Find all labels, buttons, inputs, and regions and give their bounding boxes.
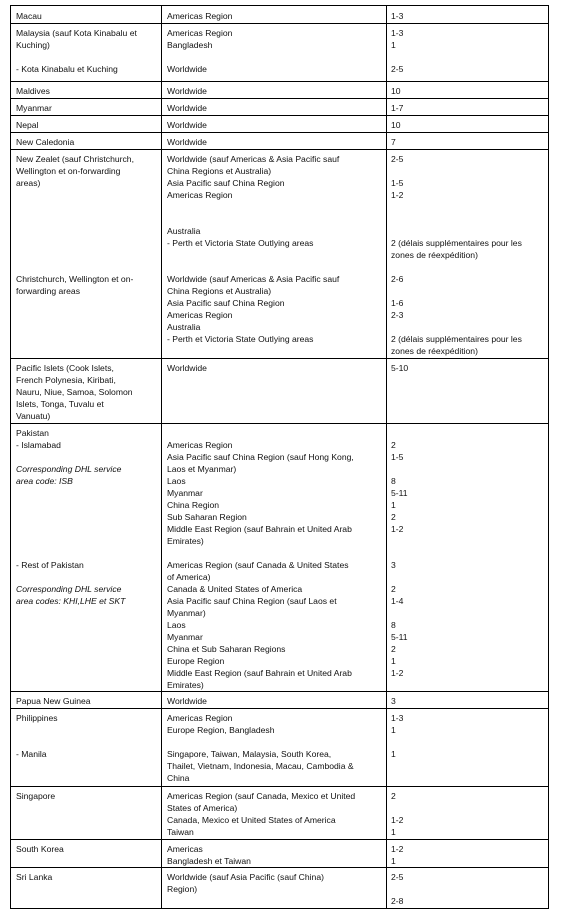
- transit-days-text: 1: [391, 725, 396, 735]
- destination-text: Kuching): [16, 40, 50, 50]
- transit-days-text: 8: [391, 620, 396, 630]
- destination-cell: [10, 6, 161, 24]
- transit-days-text: 5-11: [391, 488, 408, 498]
- origin-region-text: Americas Region: [167, 11, 233, 21]
- transit-days-text: 1-3: [391, 11, 404, 21]
- transit-days-text: 2: [391, 791, 396, 801]
- destination-text: Papua New Guinea: [16, 696, 91, 706]
- origin-region-cell: [161, 116, 386, 133]
- transit-days-text: 1-3: [391, 28, 404, 38]
- transit-days-text: 2-3: [391, 310, 404, 320]
- origin-region-text: China et Sub Saharan Regions: [167, 644, 286, 654]
- transit-days-text: 3: [391, 696, 396, 706]
- origin-region-text: Emirates): [167, 680, 204, 690]
- destination-text: Philippines: [16, 713, 58, 723]
- origin-region-text: Americas Region: [167, 190, 233, 200]
- transit-days-text: 2-5: [391, 154, 404, 164]
- transit-days-text: 2 (délais supplémentaires pour les: [391, 334, 522, 344]
- origin-region-text: Americas Region: [167, 310, 233, 320]
- origin-region-text: Americas: [167, 844, 203, 854]
- destination-cell: [10, 24, 161, 82]
- origin-region-text: Bangladesh et Taiwan: [167, 856, 251, 866]
- destination-cell: [10, 709, 161, 787]
- transit-days-cell: [386, 82, 549, 99]
- destination-text: Maldives: [16, 86, 50, 96]
- transit-days-cell: [386, 787, 549, 840]
- origin-region-text: Worldwide: [167, 120, 207, 130]
- transit-days-cell: [386, 692, 549, 709]
- transit-days-text: 2 (délais supplémentaires pour les: [391, 238, 522, 248]
- origin-region-text: China Regions et Australia): [167, 286, 272, 296]
- origin-region-cell: [161, 692, 386, 709]
- transit-days-text: 3: [391, 560, 396, 570]
- transit-days-text: 1: [391, 856, 396, 866]
- origin-region-text: Worldwide: [167, 64, 207, 74]
- origin-region-text: Taiwan: [167, 827, 194, 837]
- origin-region-text: Region): [167, 884, 198, 894]
- origin-region-text: Worldwide: [167, 103, 207, 113]
- transit-days-cell: [386, 99, 549, 116]
- transit-days-text: 2: [391, 644, 396, 654]
- origin-region-cell: [161, 150, 386, 359]
- destination-text: - Kota Kinabalu et Kuching: [16, 64, 118, 74]
- destination-cell: [10, 840, 161, 868]
- table-row: [10, 115, 549, 132]
- destination-cell: [10, 787, 161, 840]
- transit-days-cell: [386, 133, 549, 150]
- origin-region-cell: [161, 868, 386, 910]
- origin-region-cell: [161, 840, 386, 868]
- transit-days-text: 1: [391, 656, 396, 666]
- origin-region-text: Asia Pacific sauf China Region: [167, 178, 285, 188]
- transit-days-text: 1-5: [391, 452, 404, 462]
- destination-text: Pacific Islets (Cook Islets,: [16, 363, 114, 373]
- table-row: [10, 786, 549, 839]
- origin-region-cell: [161, 6, 386, 24]
- transit-days-text: 1-2: [391, 668, 404, 678]
- origin-region-text: Europe Region: [167, 656, 225, 666]
- origin-region-text: Thailet, Vietnam, Indonesia, Macau, Cambodia &: [167, 761, 354, 771]
- origin-region-text: Singapore, Taiwan, Malaysia, South Korea,: [167, 749, 332, 759]
- table-row: [10, 839, 549, 867]
- transit-days-text: 1: [391, 827, 396, 837]
- destination-text: Singapore: [16, 791, 56, 801]
- origin-region-text: China: [167, 773, 190, 783]
- origin-region-text: Myanmar: [167, 488, 203, 498]
- origin-region-text: Worldwide: [167, 86, 207, 96]
- origin-region-text: Americas Region (sauf Canada & United States: [167, 560, 349, 570]
- destination-text: New Caledonia: [16, 137, 75, 147]
- origin-region-text: Europe Region, Bangladesh: [167, 725, 275, 735]
- origin-region-text: Laos: [167, 620, 186, 630]
- transit-days-text: 1-7: [391, 103, 404, 113]
- transit-days-cell: [386, 24, 549, 82]
- origin-region-text: Worldwide: [167, 137, 207, 147]
- transit-days-text: 1: [391, 40, 396, 50]
- transit-days-text: 7: [391, 137, 396, 147]
- transit-days-text: 1: [391, 749, 396, 759]
- origin-region-text: Middle East Region (sauf Bahrain et United Arab: [167, 668, 352, 678]
- origin-region-cell: [161, 787, 386, 840]
- destination-text: area codes: KHI,LHE et SKT: [16, 596, 126, 606]
- origin-region-text: Worldwide: [167, 696, 207, 706]
- transit-days-text: 1-6: [391, 298, 404, 308]
- origin-region-text: Americas Region: [167, 713, 233, 723]
- transit-days-text: 2: [391, 440, 396, 450]
- destination-cell: [10, 424, 161, 692]
- origin-region-cell: [161, 709, 386, 787]
- destination-text: French Polynesia, Kiribati,: [16, 375, 116, 385]
- origin-region-text: Asia Pacific sauf China Region: [167, 298, 285, 308]
- destination-text: Myanmar: [16, 103, 52, 113]
- transit-days-text: 2-8: [391, 896, 404, 906]
- transit-days-text: 2-5: [391, 872, 404, 882]
- transit-days-cell: [386, 424, 549, 692]
- transit-days-text: 1-3: [391, 713, 404, 723]
- destination-text: area code: ISB: [16, 476, 73, 486]
- destination-cell: [10, 116, 161, 133]
- table-row: [10, 23, 549, 81]
- origin-region-text: States of America): [167, 803, 238, 813]
- origin-region-text: Laos: [167, 476, 186, 486]
- origin-region-text: Worldwide (sauf Americas & Asia Pacific sauf: [167, 154, 340, 164]
- destination-text: Christchurch, Wellington et on-: [16, 274, 134, 284]
- table-row: [10, 98, 549, 115]
- transit-days-text: 1-4: [391, 596, 404, 606]
- destination-text: New Zealet (sauf Christchurch,: [16, 154, 134, 164]
- destination-text: forwarding areas: [16, 286, 81, 296]
- destination-text: - Manila: [16, 749, 47, 759]
- destination-text: Malaysia (sauf Kota Kinabalu et: [16, 28, 137, 38]
- transit-days-text: 1-5: [391, 178, 404, 188]
- transit-days-text: 2-5: [391, 64, 404, 74]
- origin-region-text: of America): [167, 572, 211, 582]
- destination-cell: [10, 868, 161, 910]
- transit-days-cell: [386, 709, 549, 787]
- origin-region-text: - Perth et Victoria State Outlying areas: [167, 238, 314, 248]
- transit-days-text: 8: [391, 476, 396, 486]
- transit-days-cell: [386, 868, 549, 910]
- table-row: [10, 708, 549, 786]
- destination-cell: [10, 692, 161, 709]
- origin-region-text: Myanmar): [167, 608, 206, 618]
- origin-region-text: Bangladesh: [167, 40, 213, 50]
- table-row: [10, 132, 549, 149]
- destination-text: Sri Lanka: [16, 872, 53, 882]
- table-row: [10, 5, 549, 23]
- table-row: [10, 691, 549, 708]
- origin-region-text: Worldwide (sauf Americas & Asia Pacific sauf: [167, 274, 340, 284]
- origin-region-text: Asia Pacific sauf China Region (sauf Laos et: [167, 596, 337, 606]
- transit-days-text: 1-2: [391, 190, 404, 200]
- origin-region-text: Worldwide (sauf Asia Pacific (sauf China): [167, 872, 324, 882]
- transit-days-cell: [386, 6, 549, 24]
- transit-days-text: 1-2: [391, 524, 404, 534]
- transit-days-text: 1: [391, 500, 396, 510]
- table-row: [10, 81, 549, 98]
- origin-region-cell: [161, 24, 386, 82]
- transit-days-cell: [386, 150, 549, 359]
- origin-region-cell: [161, 133, 386, 150]
- transit-days-text: 5-10: [391, 363, 409, 373]
- table-row: [10, 358, 549, 423]
- table-row: [10, 149, 549, 358]
- origin-region-cell: [161, 99, 386, 116]
- origin-region-text: Australia: [167, 322, 201, 332]
- destination-text: Wellington et on-forwarding: [16, 166, 121, 176]
- origin-region-text: Emirates): [167, 536, 204, 546]
- destination-text: - Islamabad: [16, 440, 61, 450]
- origin-region-text: Sub Saharan Region: [167, 512, 247, 522]
- destination-cell: [10, 150, 161, 359]
- destination-text: South Korea: [16, 844, 64, 854]
- destination-text: Nepal: [16, 120, 39, 130]
- transit-days-text: 5-11: [391, 632, 408, 642]
- origin-region-text: Canada & United States of America: [167, 584, 303, 594]
- origin-region-text: Asia Pacific sauf China Region (sauf Hong Kong,: [167, 452, 354, 462]
- destination-text: Vanuatu): [16, 411, 51, 421]
- origin-region-text: Canada, Mexico et United States of America: [167, 815, 336, 825]
- origin-region-text: Middle East Region (sauf Bahrain et United Arab: [167, 524, 352, 534]
- destination-cell: [10, 99, 161, 116]
- destination-text: areas): [16, 178, 41, 188]
- destination-text: Islets, Tonga, Tuvalu et: [16, 399, 104, 409]
- origin-region-text: China Region: [167, 500, 220, 510]
- destination-text: Corresponding DHL service: [16, 464, 122, 474]
- transit-days-text: 2-6: [391, 274, 404, 284]
- destination-cell: [10, 133, 161, 150]
- transit-days-text: 2: [391, 584, 396, 594]
- destination-cell: [10, 359, 161, 424]
- table-row: [10, 423, 549, 691]
- transit-days-cell: [386, 116, 549, 133]
- origin-region-cell: [161, 424, 386, 692]
- origin-region-text: Americas Region (sauf Canada, Mexico et United: [167, 791, 356, 801]
- table-row: [10, 867, 549, 909]
- origin-region-text: China Regions et Australia): [167, 166, 272, 176]
- transit-days-cell: [386, 359, 549, 424]
- destination-cell: [10, 82, 161, 99]
- destination-text: Corresponding DHL service: [16, 584, 122, 594]
- transit-days-text: 2: [391, 512, 396, 522]
- destination-text: Pakistan: [16, 428, 49, 438]
- origin-region-text: Worldwide: [167, 363, 207, 373]
- transit-days-cell: [386, 840, 549, 868]
- transit-days-text: 10: [391, 86, 401, 96]
- origin-region-text: - Perth et Victoria State Outlying areas: [167, 334, 314, 344]
- transit-days-text: zones de réexpédition): [391, 346, 478, 356]
- transit-days-text: 1-2: [391, 815, 404, 825]
- origin-region-text: Laos et Myanmar): [167, 464, 237, 474]
- origin-region-cell: [161, 82, 386, 99]
- transit-days-text: 1-2: [391, 844, 404, 854]
- transit-days-text: zones de réexpédition): [391, 250, 478, 260]
- origin-region-cell: [161, 359, 386, 424]
- origin-region-text: Australia: [167, 226, 201, 236]
- transit-days-text: 10: [391, 120, 401, 130]
- destination-text: Macau: [16, 11, 42, 21]
- destination-text: - Rest of Pakistan: [16, 560, 84, 570]
- destination-text: Nauru, Niue, Samoa, Solomon: [16, 387, 133, 397]
- origin-region-text: Americas Region: [167, 440, 233, 450]
- origin-region-text: Myanmar: [167, 632, 203, 642]
- origin-region-text: Americas Region: [167, 28, 233, 38]
